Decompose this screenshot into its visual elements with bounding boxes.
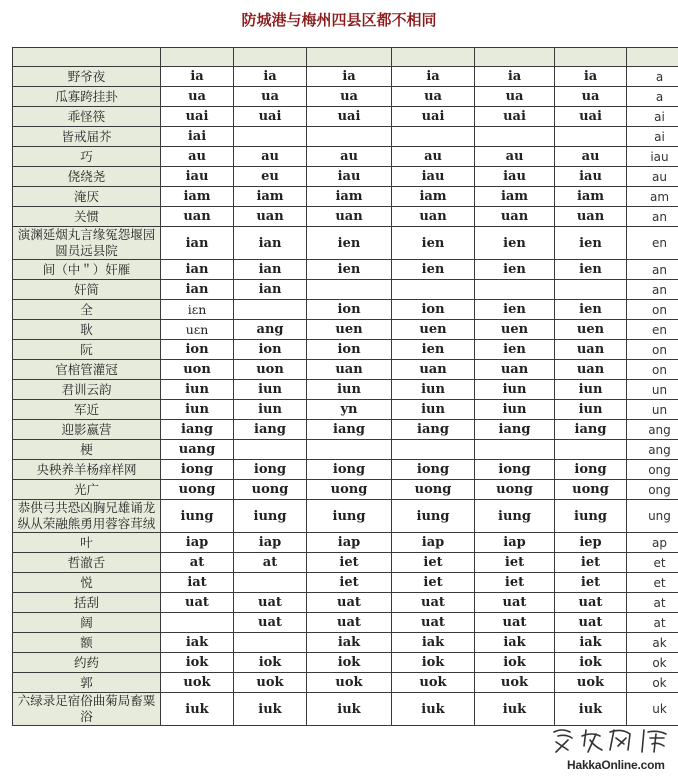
table-cell: iap [234,533,307,553]
watermark-url: HakkaOnline.com [567,758,665,772]
table-cell: an [627,280,678,300]
table-row [13,420,678,440]
table-cell: iak [161,633,234,653]
table-cell: iak [307,633,392,653]
header-cell [307,48,392,67]
table-cell [555,127,627,147]
signature-watermark [548,724,673,754]
table-cell: iong [475,460,555,480]
table-cell: iap [161,533,234,553]
table-cell: iun [234,380,307,400]
table-cell [555,440,627,460]
table-cell: iun [555,400,627,420]
row-label: 军近 [13,400,161,420]
table-cell: iuk [161,693,234,726]
row-label: 悦 [13,573,161,593]
table-cell: ion [161,340,234,360]
row-label: 耿 [13,320,161,340]
row-label: 梗 [13,440,161,460]
table-cell: iok [307,653,392,673]
table-cell: iak [475,633,555,653]
table-cell: uai [475,107,555,127]
table-cell: iam [475,187,555,207]
table-cell: ap [627,533,678,553]
table-cell: uat [475,613,555,633]
table-cell [392,127,475,147]
table-row [13,127,678,147]
table-cell: an [627,207,678,227]
table-cell [392,280,475,300]
table-cell: ian [234,280,307,300]
row-label: 叶 [13,533,161,553]
table-cell: iok [475,653,555,673]
table-cell: ian [161,280,234,300]
table-cell: iok [234,653,307,673]
table-cell: uat [234,613,307,633]
table-cell: iok [392,653,475,673]
table-row [13,533,678,553]
table-cell [234,633,307,653]
table-cell: ok [627,673,678,693]
table-cell: iang [475,420,555,440]
table-cell: uong [307,480,392,500]
table-cell: uai [392,107,475,127]
table-cell: uɛn [161,320,234,340]
table-cell: uat [392,613,475,633]
table-cell: ion [234,340,307,360]
table-cell: am [627,187,678,207]
row-label: 阔 [13,613,161,633]
table-cell: iap [475,533,555,553]
table-cell: uat [555,593,627,613]
row-label: 郭 [13,673,161,693]
table-cell: ong [627,460,678,480]
table-cell: iong [161,460,234,480]
table-row [13,227,678,260]
table-cell: ang [234,320,307,340]
table-cell: iau [161,167,234,187]
table-cell: uk [627,693,678,726]
table-row [13,167,678,187]
table-row [13,653,678,673]
table-cell: iong [307,460,392,480]
table-cell: au [161,147,234,167]
row-label: 官棺管灌冠 [13,360,161,380]
table-cell [234,573,307,593]
table-row [13,340,678,360]
table-cell: uong [392,480,475,500]
table-cell: at [627,593,678,613]
header-cell [392,48,475,67]
table-row [13,673,678,693]
table-row [13,400,678,420]
table-cell: iang [555,420,627,440]
table-cell [307,440,392,460]
table-cell: on [627,300,678,320]
table-cell: ua [475,87,555,107]
table-cell: uon [234,360,307,380]
row-label: 巧 [13,147,161,167]
table-cell: iep [555,533,627,553]
page-title: 防城港与梅州四县区都不相同 [241,11,437,29]
table-cell: iat [161,573,234,593]
table-cell: ien [392,340,475,360]
table-cell: iun [392,400,475,420]
row-label: 央秧养羊杨痒样网 [13,460,161,480]
table-cell: ien [307,227,392,260]
row-label: 括刮 [13,593,161,613]
table-cell: uok [234,673,307,693]
row-label: 哲澈舌 [13,553,161,573]
table-cell: iang [161,420,234,440]
header-cell [13,48,161,67]
table-cell: uan [475,207,555,227]
table-cell: ien [392,227,475,260]
row-label: 演渊延烟丸言缘冤怨堰园圆员远县院 [13,227,161,260]
table-row [13,300,678,320]
row-label: 侥绕尧 [13,167,161,187]
table-row [13,573,678,593]
row-label: 瓜寡跨挂卦 [13,87,161,107]
table-cell: uen [555,320,627,340]
header-cell [627,48,678,67]
table-cell: uon [161,360,234,380]
row-label: 间（中＂）奸雁 [13,260,161,280]
table-cell: uan [475,360,555,380]
table-cell: on [627,340,678,360]
table-cell: iang [234,420,307,440]
table-cell: au [392,147,475,167]
header-cell [234,48,307,67]
table-cell: uok [161,673,234,693]
table-row [13,633,678,653]
table-row [13,500,678,533]
table-cell: ua [555,87,627,107]
table-cell: iam [161,187,234,207]
table-cell: uan [392,207,475,227]
header-cell [555,48,627,67]
table-cell: iet [307,573,392,593]
table-cell: uen [475,320,555,340]
table-cell: ak [627,633,678,653]
table-row [13,280,678,300]
table-cell: iun [161,380,234,400]
table-row [13,593,678,613]
table-cell: iung [161,500,234,533]
table-row [13,107,678,127]
table-cell: iung [307,500,392,533]
table-cell: uan [161,207,234,227]
table-cell: iun [555,380,627,400]
comparison-table [12,47,678,726]
table-cell: ia [234,67,307,87]
header-cell [161,48,234,67]
table-cell: ien [555,227,627,260]
table-cell: iung [475,500,555,533]
table-cell: iun [392,380,475,400]
table-cell: iuk [475,693,555,726]
table-cell: iun [475,380,555,400]
table-cell: en [627,227,678,260]
table-cell: iong [234,460,307,480]
table-cell: ian [234,227,307,260]
table-cell [555,280,627,300]
table-row [13,380,678,400]
table-cell: an [627,260,678,280]
table-cell: iang [307,420,392,440]
table-cell: yn [307,400,392,420]
table-cell: ian [161,227,234,260]
table-cell: iai [161,127,234,147]
table-cell: iun [307,380,392,400]
table-cell: iet [475,573,555,593]
table-row [13,87,678,107]
table-cell: ion [307,300,392,320]
table-cell: uan [555,360,627,380]
header-cell [475,48,555,67]
row-label: 阮 [13,340,161,360]
table-row [13,693,678,726]
table-cell: iet [307,553,392,573]
table-cell: uai [234,107,307,127]
table-cell: uong [555,480,627,500]
table-row [13,460,678,480]
table-cell: iong [392,460,475,480]
table-cell: iet [555,573,627,593]
table-cell: at [161,553,234,573]
table-cell: iun [234,400,307,420]
table-cell: uok [307,673,392,693]
table-cell: ua [392,87,475,107]
table-cell: ang [627,420,678,440]
table-cell: ia [475,67,555,87]
row-label: 野爷夜 [13,67,161,87]
table-cell: uai [161,107,234,127]
table-row [13,480,678,500]
table-cell: uat [475,593,555,613]
row-label: 奸简 [13,280,161,300]
table-cell: iun [161,400,234,420]
table-row [13,67,678,87]
header-row [13,48,678,67]
row-label: 全 [13,300,161,320]
table-cell: iung [555,500,627,533]
table-cell: ien [475,227,555,260]
table-cell [234,300,307,320]
table-cell: ian [161,260,234,280]
table-cell [475,280,555,300]
table-cell: ia [555,67,627,87]
table-cell: uat [234,593,307,613]
table-cell: iam [307,187,392,207]
table-cell: iang [392,420,475,440]
table-cell: uai [555,107,627,127]
table-cell: uat [555,613,627,633]
table-cell: on [627,360,678,380]
table-cell: iong [555,460,627,480]
table-cell: au [307,147,392,167]
table-cell: au [234,147,307,167]
table-cell: iau [627,147,678,167]
table-row [13,260,678,280]
table-cell: ion [392,300,475,320]
table-body [13,48,678,726]
table-cell: uok [555,673,627,693]
row-label: 皆戒届芥 [13,127,161,147]
table-cell: au [555,147,627,167]
table-cell [475,440,555,460]
table-cell: ong [627,480,678,500]
table-cell: uong [475,480,555,500]
table-cell: iap [307,533,392,553]
table-cell: iung [392,500,475,533]
table-cell: ok [627,653,678,673]
table-cell: iak [555,633,627,653]
table-cell: ang [627,440,678,460]
table-cell: uai [307,107,392,127]
table-cell: iuk [555,693,627,726]
table-cell: ien [555,260,627,280]
table-cell: iet [475,553,555,573]
table-cell: uan [555,207,627,227]
table-cell: iam [234,187,307,207]
table-cell: et [627,573,678,593]
row-label: 约药 [13,653,161,673]
table-cell: iun [475,400,555,420]
table-row [13,320,678,340]
table-cell [161,613,234,633]
table-cell: uan [392,360,475,380]
table-cell: ian [234,260,307,280]
table-cell: ien [475,260,555,280]
table-cell: at [627,613,678,633]
table-cell: iɛn [161,300,234,320]
table-cell: un [627,400,678,420]
table-cell [392,440,475,460]
table-cell: ia [307,67,392,87]
table-row [13,187,678,207]
table-cell: iak [392,633,475,653]
table-cell: uan [307,360,392,380]
table-cell: ai [627,107,678,127]
table-row [13,360,678,380]
table-cell: ai [627,127,678,147]
table-cell: iap [392,533,475,553]
table-cell: en [627,320,678,340]
row-label: 关惯 [13,207,161,227]
table-cell: iam [392,187,475,207]
table-cell: ien [475,300,555,320]
table-cell: iet [392,573,475,593]
table-cell: iuk [234,693,307,726]
table-cell: iet [392,553,475,573]
table-row [13,440,678,460]
table-row [13,553,678,573]
table-cell: ion [307,340,392,360]
row-label: 光广 [13,480,161,500]
row-label: 乖怪筷 [13,107,161,127]
table-cell: ung [627,500,678,533]
table-cell [307,127,392,147]
table-cell: iok [555,653,627,673]
row-label: 迎影嬴营 [13,420,161,440]
table-cell: et [627,553,678,573]
table-cell: a [627,67,678,87]
table-cell: iau [475,167,555,187]
table-cell: iok [161,653,234,673]
table-cell: ua [234,87,307,107]
table-cell: uok [392,673,475,693]
table-cell: ua [307,87,392,107]
table-cell: uong [234,480,307,500]
row-label: 额 [13,633,161,653]
table-cell: uen [392,320,475,340]
table-cell: ien [555,300,627,320]
table-cell: ia [392,67,475,87]
row-label: 六绿录足宿俗曲菊局畜粟浴 [13,693,161,726]
table-cell: ien [475,340,555,360]
table-cell: uat [392,593,475,613]
table-cell [475,127,555,147]
table-cell: uat [307,593,392,613]
table-cell: iau [392,167,475,187]
table-cell: iuk [392,693,475,726]
table-cell: uat [161,593,234,613]
table-cell: uok [475,673,555,693]
table-cell: eu [234,167,307,187]
table-cell: uong [161,480,234,500]
table-row [13,613,678,633]
table-cell: ien [307,260,392,280]
table-cell: iet [555,553,627,573]
table-cell: iau [307,167,392,187]
row-label: 恭供弓共恐凶胸兄雄诵龙纵从荣融熊勇用蓉容茸绒 [13,500,161,533]
table-cell [234,127,307,147]
table-cell: ia [161,67,234,87]
table-cell: un [627,380,678,400]
table-cell [234,440,307,460]
row-label: 君训云韵 [13,380,161,400]
table-cell: uan [555,340,627,360]
table-row [13,147,678,167]
table-cell: uang [161,440,234,460]
table-cell: iung [234,500,307,533]
table-cell: au [627,167,678,187]
table-cell: uen [307,320,392,340]
table-cell: at [234,553,307,573]
table-cell: au [475,147,555,167]
table-cell: uan [307,207,392,227]
table-cell: uan [234,207,307,227]
table-cell: a [627,87,678,107]
table-cell [307,280,392,300]
table-cell: ien [392,260,475,280]
table-row [13,207,678,227]
table-cell: iam [555,187,627,207]
table-cell: iuk [307,693,392,726]
table-cell: ua [161,87,234,107]
table-cell: uat [307,613,392,633]
row-label: 淹厌 [13,187,161,207]
table-cell: iau [555,167,627,187]
